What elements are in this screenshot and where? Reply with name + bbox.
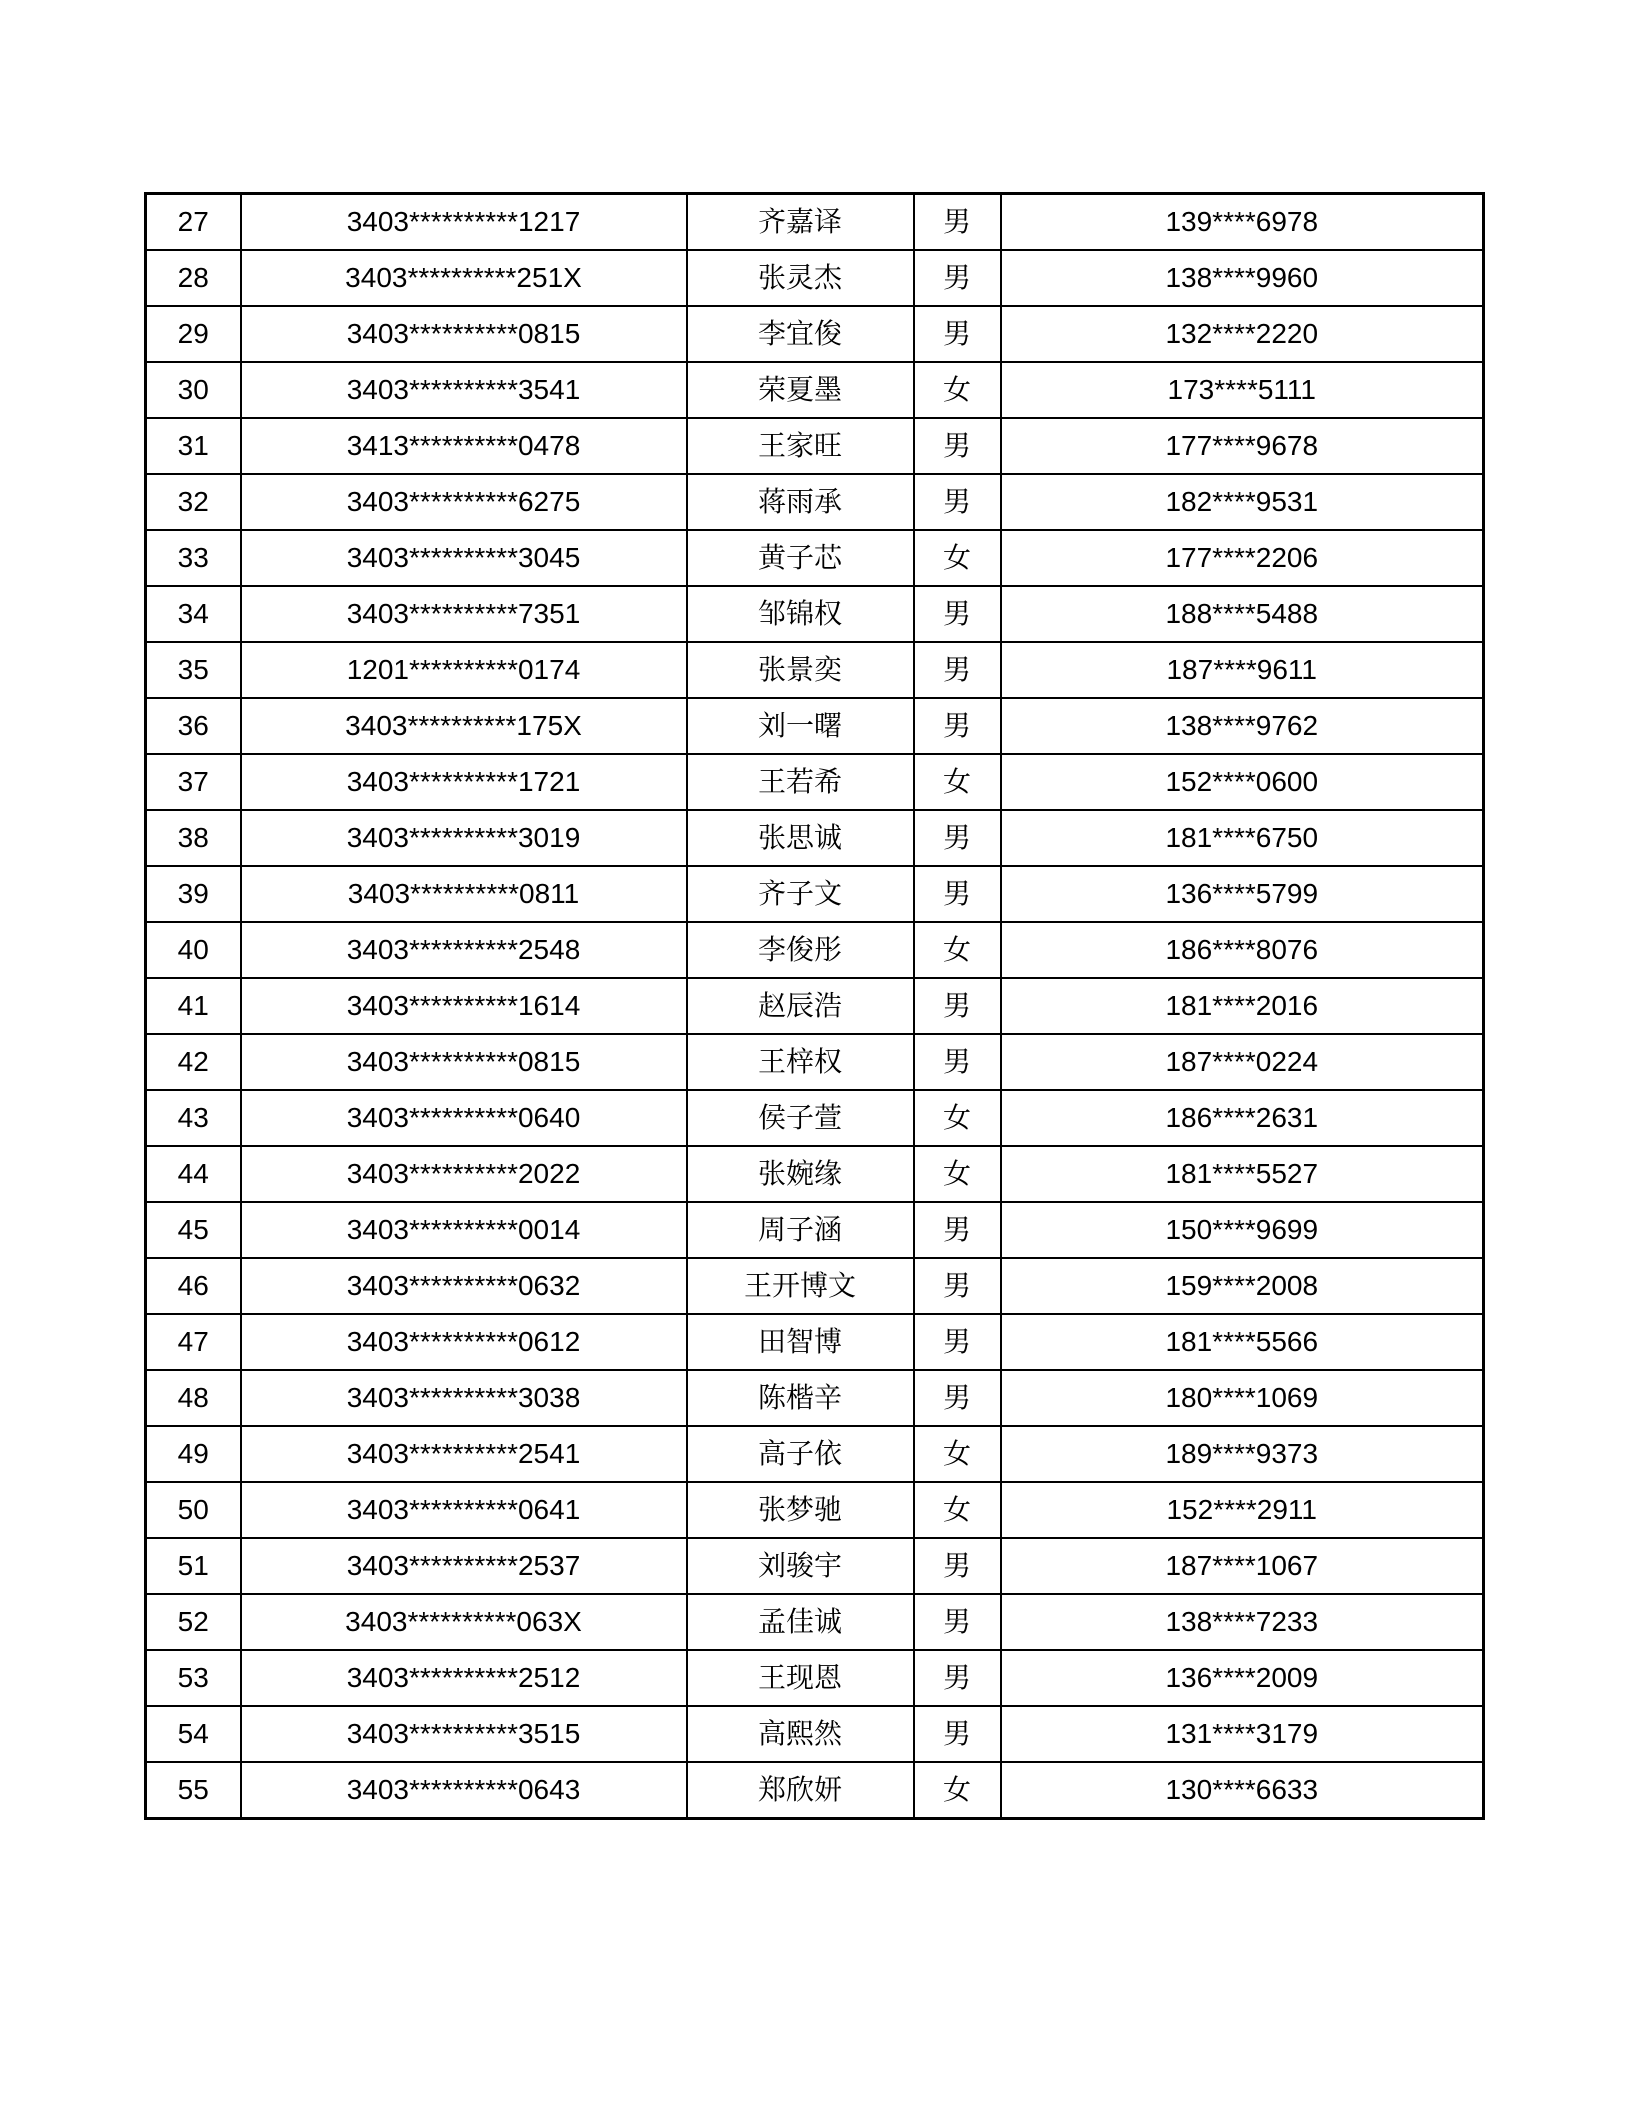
name-cell: 刘骏宇 [687,1538,914,1594]
id-number-cell: 3403**********3045 [241,530,687,586]
gender-cell: 女 [914,922,1001,978]
row-number-cell: 30 [146,362,241,418]
row-number-cell: 31 [146,418,241,474]
table-row [146,1594,1484,1650]
id-number-cell: 3403**********2548 [241,922,687,978]
name-cell: 高熙然 [687,1706,914,1762]
id-number-cell: 3403**********1217 [241,194,687,251]
phone-cell: 187****0224 [1001,1034,1484,1090]
gender-cell: 男 [914,810,1001,866]
row-number-cell: 52 [146,1594,241,1650]
phone-cell: 136****2009 [1001,1650,1484,1706]
table-row [146,1762,1484,1819]
phone-cell: 186****8076 [1001,922,1484,978]
name-cell: 齐子文 [687,866,914,922]
gender-cell: 女 [914,362,1001,418]
phone-cell: 177****2206 [1001,530,1484,586]
table-row [146,530,1484,586]
phone-cell: 181****2016 [1001,978,1484,1034]
id-number-cell: 3403**********0815 [241,1034,687,1090]
id-number-cell: 3403**********0643 [241,1762,687,1819]
id-number-cell: 3403**********0811 [241,866,687,922]
name-cell: 田智博 [687,1314,914,1370]
table-row [146,698,1484,754]
row-number-cell: 41 [146,978,241,1034]
id-number-cell: 3403**********2022 [241,1146,687,1202]
gender-cell: 男 [914,1594,1001,1650]
gender-cell: 男 [914,866,1001,922]
id-number-cell: 3403**********1614 [241,978,687,1034]
table-row [146,250,1484,306]
name-cell: 蒋雨承 [687,474,914,530]
gender-cell: 男 [914,1650,1001,1706]
gender-cell: 男 [914,642,1001,698]
roster-table [144,192,1485,1820]
row-number-cell: 51 [146,1538,241,1594]
row-number-cell: 49 [146,1426,241,1482]
row-number-cell: 46 [146,1258,241,1314]
name-cell: 李宜俊 [687,306,914,362]
row-number-cell: 27 [146,194,241,251]
name-cell: 齐嘉译 [687,194,914,251]
id-number-cell: 3403**********2541 [241,1426,687,1482]
phone-cell: 138****7233 [1001,1594,1484,1650]
gender-cell: 男 [914,1706,1001,1762]
row-number-cell: 29 [146,306,241,362]
gender-cell: 男 [914,474,1001,530]
phone-cell: 180****1069 [1001,1370,1484,1426]
phone-cell: 186****2631 [1001,1090,1484,1146]
gender-cell: 男 [914,1258,1001,1314]
table-row [146,1258,1484,1314]
name-cell: 赵辰浩 [687,978,914,1034]
id-number-cell: 3403**********175X [241,698,687,754]
name-cell: 张梦驰 [687,1482,914,1538]
name-cell: 张景奕 [687,642,914,698]
name-cell: 荣夏墨 [687,362,914,418]
id-number-cell: 3403**********3019 [241,810,687,866]
id-number-cell: 3403**********3515 [241,1706,687,1762]
table-row [146,866,1484,922]
table-row [146,1650,1484,1706]
gender-cell: 男 [914,250,1001,306]
gender-cell: 男 [914,978,1001,1034]
table-row [146,306,1484,362]
gender-cell: 男 [914,1370,1001,1426]
phone-cell: 136****5799 [1001,866,1484,922]
name-cell: 王若希 [687,754,914,810]
id-number-cell: 3403**********0815 [241,306,687,362]
name-cell: 陈楷辛 [687,1370,914,1426]
phone-cell: 181****5566 [1001,1314,1484,1370]
phone-cell: 189****9373 [1001,1426,1484,1482]
row-number-cell: 44 [146,1146,241,1202]
name-cell: 刘一曙 [687,698,914,754]
id-number-cell: 3403**********2512 [241,1650,687,1706]
gender-cell: 男 [914,586,1001,642]
id-number-cell: 3403**********0641 [241,1482,687,1538]
id-number-cell: 3403**********3038 [241,1370,687,1426]
row-number-cell: 48 [146,1370,241,1426]
phone-cell: 150****9699 [1001,1202,1484,1258]
gender-cell: 女 [914,1146,1001,1202]
table-row [146,1706,1484,1762]
name-cell: 张思诚 [687,810,914,866]
phone-cell: 181****6750 [1001,810,1484,866]
table-row [146,474,1484,530]
name-cell: 黄子芯 [687,530,914,586]
phone-cell: 182****9531 [1001,474,1484,530]
name-cell: 邹锦权 [687,586,914,642]
gender-cell: 男 [914,1538,1001,1594]
table-row [146,978,1484,1034]
name-cell: 张灵杰 [687,250,914,306]
name-cell: 侯子萱 [687,1090,914,1146]
row-number-cell: 33 [146,530,241,586]
gender-cell: 女 [914,530,1001,586]
id-number-cell: 3403**********0632 [241,1258,687,1314]
id-number-cell: 3403**********2537 [241,1538,687,1594]
row-number-cell: 38 [146,810,241,866]
phone-cell: 173****5111 [1001,362,1484,418]
phone-cell: 159****2008 [1001,1258,1484,1314]
row-number-cell: 42 [146,1034,241,1090]
name-cell: 高子依 [687,1426,914,1482]
table-row [146,418,1484,474]
roster-table-body [146,194,1484,1819]
phone-cell: 131****3179 [1001,1706,1484,1762]
row-number-cell: 53 [146,1650,241,1706]
phone-cell: 177****9678 [1001,418,1484,474]
name-cell: 王开博文 [687,1258,914,1314]
id-number-cell: 3403**********251X [241,250,687,306]
gender-cell: 男 [914,1202,1001,1258]
gender-cell: 男 [914,698,1001,754]
id-number-cell: 3403**********0014 [241,1202,687,1258]
row-number-cell: 32 [146,474,241,530]
row-number-cell: 47 [146,1314,241,1370]
table-row [146,1146,1484,1202]
gender-cell: 女 [914,1482,1001,1538]
id-number-cell: 1201**********0174 [241,642,687,698]
id-number-cell: 3403**********7351 [241,586,687,642]
name-cell: 孟佳诚 [687,1594,914,1650]
id-number-cell: 3403**********0612 [241,1314,687,1370]
gender-cell: 女 [914,1426,1001,1482]
gender-cell: 男 [914,1034,1001,1090]
phone-cell: 152****2911 [1001,1482,1484,1538]
name-cell: 李俊彤 [687,922,914,978]
id-number-cell: 3413**********0478 [241,418,687,474]
table-row [146,1034,1484,1090]
row-number-cell: 40 [146,922,241,978]
gender-cell: 男 [914,1314,1001,1370]
gender-cell: 女 [914,1762,1001,1819]
name-cell: 郑欣妍 [687,1762,914,1819]
row-number-cell: 55 [146,1762,241,1819]
phone-cell: 152****0600 [1001,754,1484,810]
name-cell: 王现恩 [687,1650,914,1706]
row-number-cell: 34 [146,586,241,642]
row-number-cell: 54 [146,1706,241,1762]
phone-cell: 181****5527 [1001,1146,1484,1202]
id-number-cell: 3403**********3541 [241,362,687,418]
name-cell: 王梓权 [687,1034,914,1090]
table-row [146,1370,1484,1426]
row-number-cell: 50 [146,1482,241,1538]
name-cell: 周子涵 [687,1202,914,1258]
name-cell: 王家旺 [687,418,914,474]
table-row [146,194,1484,251]
phone-cell: 138****9960 [1001,250,1484,306]
table-row [146,1538,1484,1594]
table-row [146,586,1484,642]
phone-cell: 138****9762 [1001,698,1484,754]
phone-cell: 187****1067 [1001,1538,1484,1594]
table-row [146,1202,1484,1258]
row-number-cell: 43 [146,1090,241,1146]
row-number-cell: 45 [146,1202,241,1258]
phone-cell: 139****6978 [1001,194,1484,251]
row-number-cell: 39 [146,866,241,922]
gender-cell: 女 [914,754,1001,810]
phone-cell: 187****9611 [1001,642,1484,698]
row-number-cell: 36 [146,698,241,754]
phone-cell: 188****5488 [1001,586,1484,642]
table-row [146,922,1484,978]
table-row [146,1314,1484,1370]
table-row [146,1482,1484,1538]
row-number-cell: 37 [146,754,241,810]
table-row [146,810,1484,866]
gender-cell: 男 [914,194,1001,251]
phone-cell: 130****6633 [1001,1762,1484,1819]
id-number-cell: 3403**********1721 [241,754,687,810]
id-number-cell: 3403**********063X [241,1594,687,1650]
gender-cell: 女 [914,1090,1001,1146]
table-row [146,1426,1484,1482]
table-row [146,754,1484,810]
phone-cell: 132****2220 [1001,306,1484,362]
gender-cell: 男 [914,306,1001,362]
id-number-cell: 3403**********0640 [241,1090,687,1146]
name-cell: 张婉缘 [687,1146,914,1202]
row-number-cell: 28 [146,250,241,306]
gender-cell: 男 [914,418,1001,474]
table-row [146,362,1484,418]
table-row [146,642,1484,698]
id-number-cell: 3403**********6275 [241,474,687,530]
row-number-cell: 35 [146,642,241,698]
table-row [146,1090,1484,1146]
